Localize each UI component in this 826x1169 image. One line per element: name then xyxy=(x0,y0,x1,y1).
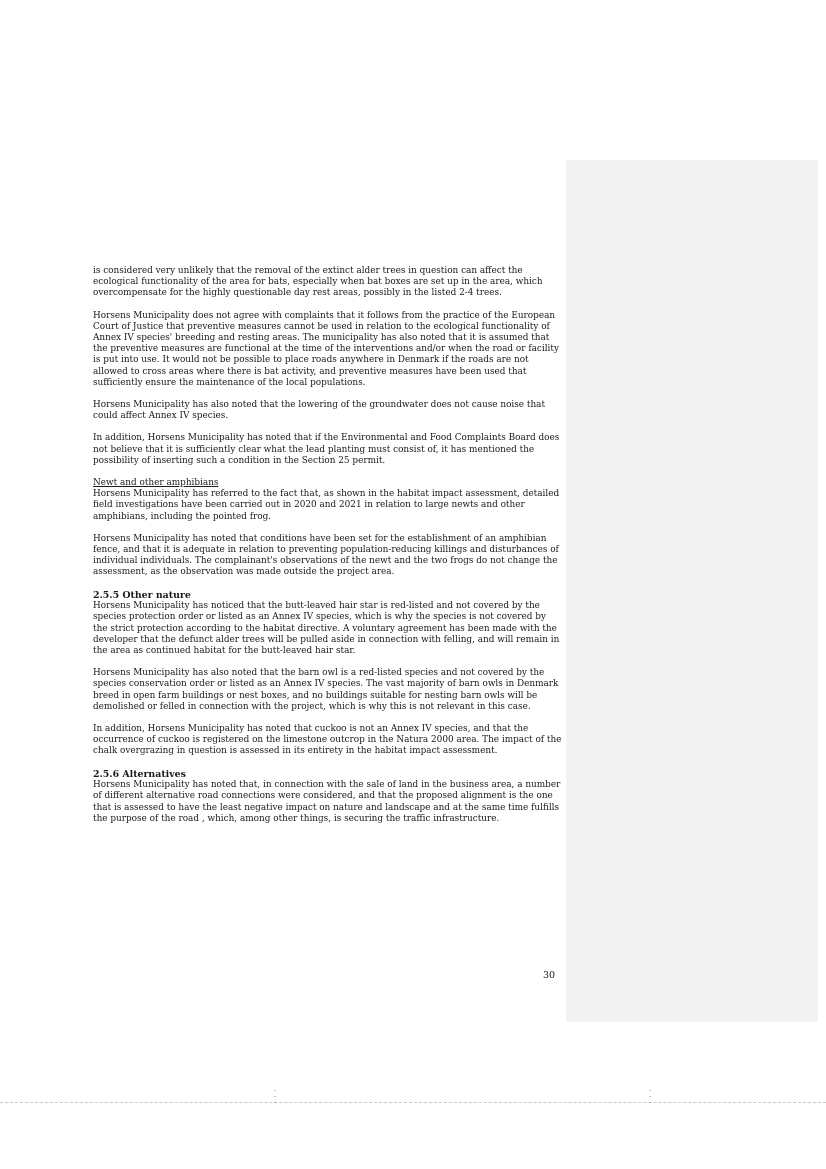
paragraph: Horsens Municipality has also noted that the barn owl is a red-listed species and not covered by the species conservation order or listed as an Annex IV species. The vast majority of barn owls in Denmark breed in open farm buildings or nest boxes, and no buildings suitable for nesting barn owls will be demolished or felled in connection with the project, which is why this is not relevant in this case. xyxy=(93,668,559,712)
scan-fold-line xyxy=(0,1102,826,1103)
paragraph: is considered very unlikely that the removal of the extinct alder trees in question can affect the ecological functionality of the area for bats, especially when bat boxes are set up in the area, which overcompensate for the highly questionable day rest areas, possibly in the listed 2-4 trees. xyxy=(93,266,543,299)
paragraph: In addition, Horsens Municipality has noted that if the Environmental and Food Complaints Board does not believe that it is sufficiently clear what the lead planting must consist of, it has mentioned the possibility of inserting such a condition in the Section 25 permit. xyxy=(93,433,560,466)
paragraph: Horsens Municipality has noted that, in connection with the sale of land in the business area, a number of different alternative road connections were considered, and that the proposed alignment is the one that is assessed to have the least negative impact on nature and landscape and at the same time fulfills the purpose of the road , which, among other things, is securing the traffic infrastructure. xyxy=(93,780,561,824)
section-heading-2-5-5: 2.5.5 Other nature xyxy=(93,589,191,601)
paragraph: Horsens Municipality does not agree with complaints that it follows from the practice of the European Court of Justice that preventive measures cannot be used in relation to the ecological functionality of Annex IV species' breeding and resting areas. The municipality has also noted that it is assumed that the preventive measures are functional at the time of the interventions and/or when the road or facility is put into use. It would not be possible to place roads anywhere in Denmark if the roads are not allowed to cross areas where there is bat activity, and preventive measures have been used that sufficiently ensure the maintenance of the local populations. xyxy=(93,310,559,388)
paragraph: In addition, Horsens Municipality has noted that cuckoo is not an Annex IV species, and that the occurrence of cuckoo is registered on the limestone outcrop in the Natura 2000 area. The impact of the chalk overgrazing in question is assessed in its entirety in the habitat impact assessment. xyxy=(93,724,562,757)
subheading-newt: Newt and other amphibians xyxy=(93,478,219,489)
scan-mark-left: · · · xyxy=(274,1087,277,1107)
paragraph: Horsens Municipality has noted that conditions have been set for the establishment of an amphibian fence, and that it is adequate in relation to preventing population-reducing killings and disturbances of individual individuals. The complainant's observations of the newt and the two frogs do not change the assessment, as the observation was made outside the project area. xyxy=(93,533,559,578)
paragraph: Horsens Municipality has noticed that the butt-leaved hair star is red-listed and not covered by the species protection order or listed as an Annex IV species, which is why the species is not covered by the strict protection according to the habitat directive. A voluntary agreement has been made with the developer that the defunct alder trees will be pulled aside in connection with felling, and will remain in the area as continued habitat for the butt-leaved hair star. xyxy=(93,601,560,656)
page-number: 30 xyxy=(543,970,556,981)
section-heading-2-5-6: 2.5.6 Alternatives xyxy=(93,768,186,780)
document-body xyxy=(93,266,563,836)
paragraph: Horsens Municipality has also noted that the lowering of the groundwater does not cause noise that could affect Annex IV species. xyxy=(93,400,546,422)
scan-shadow-area xyxy=(566,160,818,1022)
paragraph: Horsens Municipality has referred to the fact that, as shown in the habitat impact assessment, detailed field investigations have been carried out in 2020 and 2021 in relation to large newts and other amphibians, including the pointed frog. xyxy=(93,489,560,522)
scan-mark-right: · · · xyxy=(649,1087,652,1107)
